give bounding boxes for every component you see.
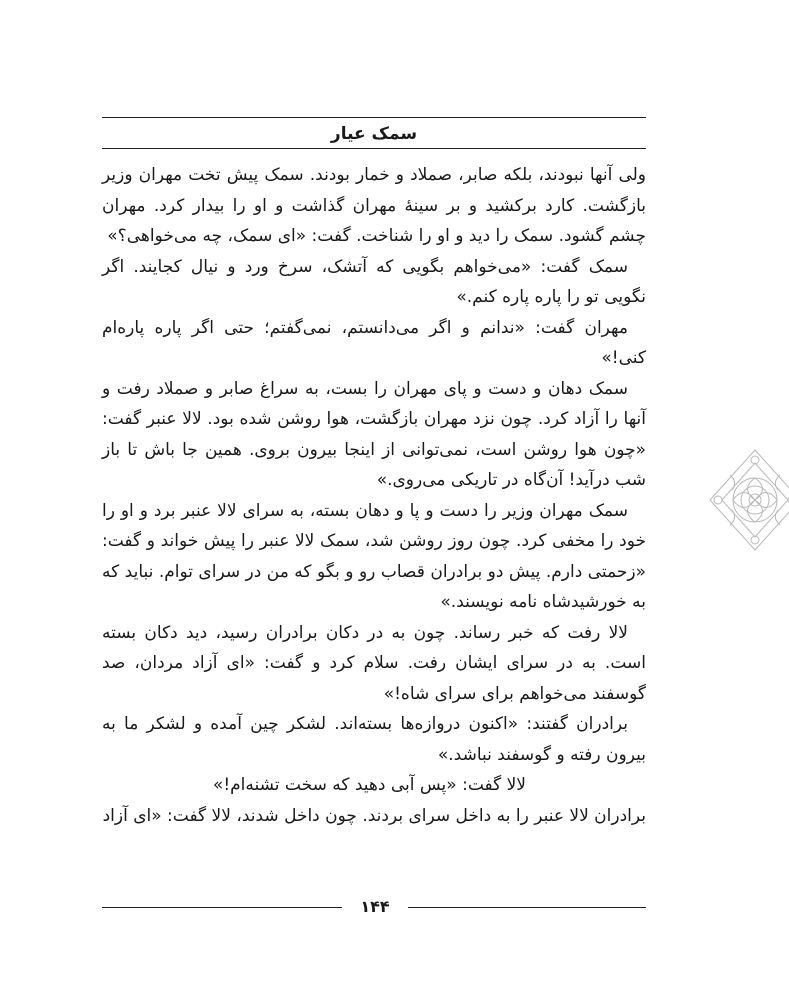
arabesque-ornament-icon bbox=[700, 430, 789, 570]
paragraph: مهران گفت: «ندانم و اگر می‌دانستم، نمی‌گفتم؛ حتی اگر پاره پاره‌ام کنی!» bbox=[102, 317, 646, 368]
paragraph: سمک مهران وزیر را دست و پا و دهان بسته، به سرای لالا عنبر برد و او را خود را مخفی کرد. چون روز روشن شد، سمک لالا عنبر را پیش خواند و گفت: «زحمتی دارم. پیش دو برادران قصاب رو و بگو که من در سرای توام. نباید که به خورشیدشاه نامه نویسند.» bbox=[102, 500, 646, 612]
footer-rule-right bbox=[408, 907, 646, 908]
paragraph: سمک گفت: «می‌خواهم بگویی که آتشک، سرخ ورد و نیال کجایند. اگر نگویی تو را پاره پاره کنم.» bbox=[102, 256, 646, 307]
body-text bbox=[102, 160, 646, 831]
paragraph: برادران لالا عنبر را به داخل سرای بردند. چون داخل شدند، لالا گفت: «ای آزاد bbox=[102, 805, 646, 826]
paragraph: سمک دهان و دست و پای مهران را بست، به سراغ صابر و صملاد رفت و آنها را آزاد کرد. چون نزد مهران بازگشت، هوا روشن شده بود. لالا عنبر گفت: «چون هوا روشن است، نمی‌توانی از اینجا بیرون بروی. همین جا باش تا باز شب درآید! آن‌گاه در تاریکی می‌روی.» bbox=[102, 378, 646, 490]
paragraph: ولی آنها نبودند، بلکه صابر، صملاد و خمار بودند. سمک پیش تخت مهران وزیر بازگشت. کارد برکشید و بر سینهٔ مهران گذاشت و او را بیدار کرد. مهران چشم گشود. سمک را دید و او را شناخت. گفت: «ای سمک، چه می‌خواهی؟» bbox=[102, 165, 646, 246]
paragraph: برادران گفتند: «اکنون دروازه‌ها بسته‌اند. لشکر چین آمده و لشکر ما به بیرون رفته و گوسفند نباشد.» bbox=[102, 714, 646, 765]
paragraph: لالا گفت: «پس آبی دهید که سخت تشنه‌ام!» bbox=[212, 775, 526, 795]
running-title: سمک عیار bbox=[330, 124, 418, 144]
header-rule bbox=[102, 148, 646, 149]
footer-rule-left bbox=[102, 907, 342, 908]
paragraph: لالا رفت که خبر رساند. چون به در دکان برادران رسید، دید دکان بسته است. به در سرای ایشان رفت. سلام کرد و گفت: «ای آزاد مردان، صد گوسفند می‌خواهم برای سرای شاه!» bbox=[102, 622, 646, 704]
page-number: ۱۴۴ bbox=[360, 897, 390, 916]
top-rule bbox=[102, 117, 646, 118]
